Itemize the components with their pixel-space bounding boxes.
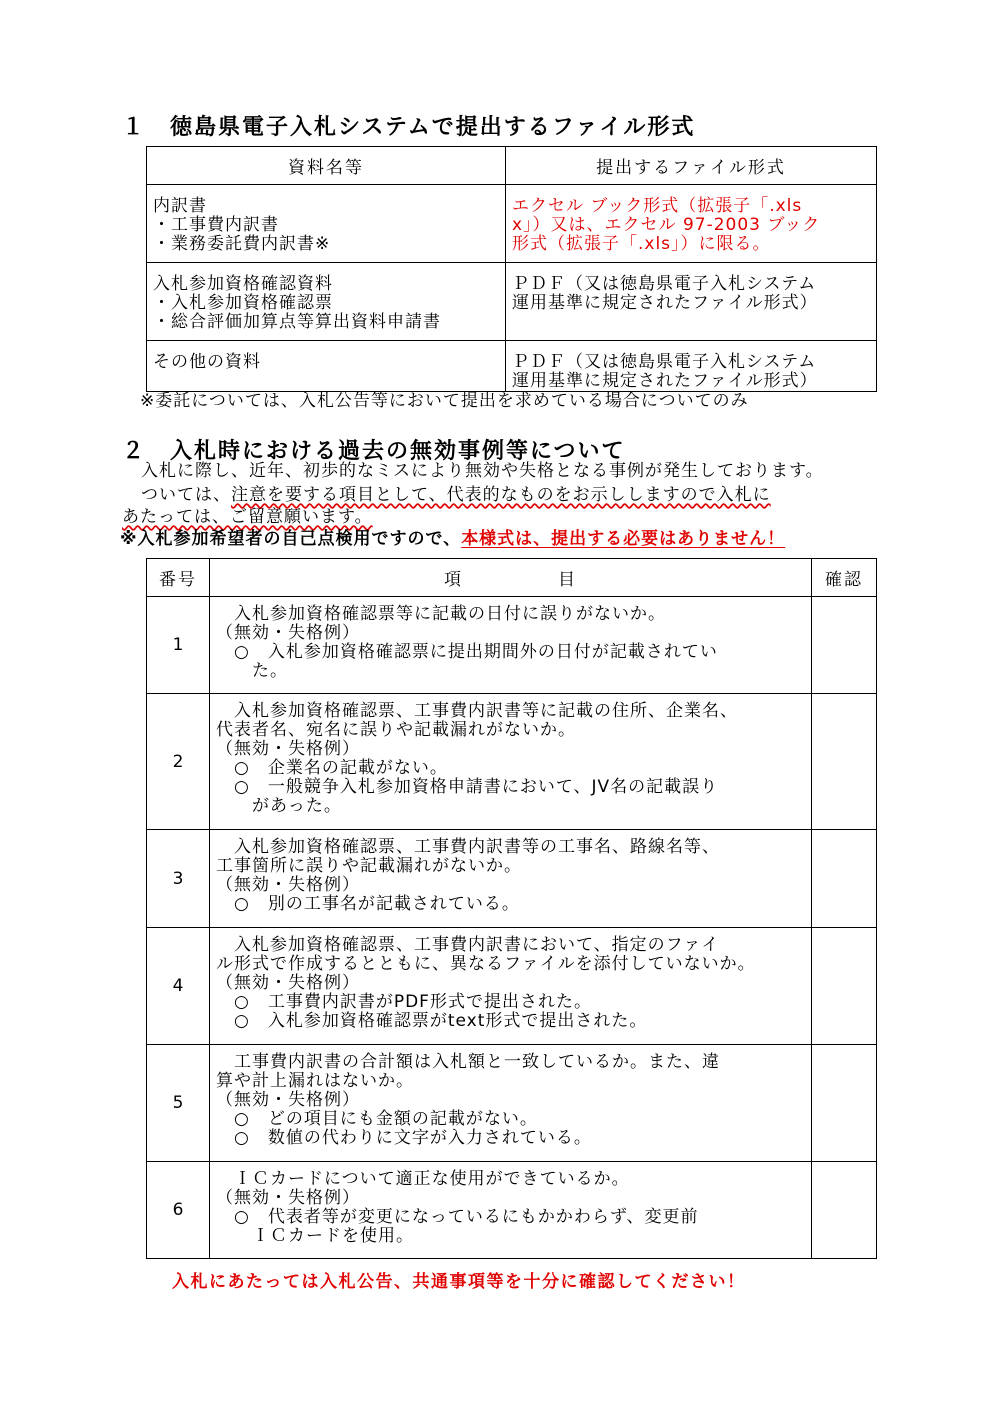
header-check: 確認 [812,559,877,597]
section1-title: １ 徳島県電子入札システムで提出するファイル形式 [122,115,696,140]
item-line: ○ 企業名の記載がない。 [216,758,448,778]
format-cell [506,341,877,392]
check-cell[interactable] [812,694,877,830]
check-cell[interactable] [812,928,877,1045]
table-row [147,928,877,1045]
item-line: ル形式で作成するとともに、異なるファイルを添付していないか。 [216,954,756,974]
table-row [147,830,877,928]
item-line: 工事箇所に誤りや記載漏れがないか。 [216,856,522,876]
check-cell[interactable] [812,1045,877,1162]
section2-title: ２ 入札時における過去の無効事例等について [122,439,626,464]
doc-cell [147,263,506,341]
check-cell[interactable] [812,597,877,694]
doc-line: 入札参加資格確認資料 [153,274,333,294]
doc-line: ・業務委託費内訳書※ [153,234,331,254]
item-line: （無効・失格例） [216,875,360,895]
table-header-row [147,559,877,597]
row-number: 2 [147,694,210,830]
format-line: ＰＤＦ（又は徳島県電子入札システム [512,352,817,372]
item-line: （無効・失格例） [216,1090,360,1110]
doc-line: ・工事費内訳書 [153,215,279,235]
check-cell[interactable] [812,830,877,928]
doc-line: 内訳書 [153,196,207,216]
format-cell [506,185,877,263]
self-check-note-lead: ※入札参加希望者の自己点検用ですので、 [120,529,462,549]
item-line: ＩＣカードについて適正な使用ができているか。 [216,1169,630,1189]
table-header-row [147,147,877,185]
item-line: た。 [216,661,288,681]
row-number: 6 [147,1162,210,1259]
doc-cell [147,185,506,263]
row-number: 3 [147,830,210,928]
item-line: （無効・失格例） [216,739,360,759]
check-cell[interactable] [812,1162,877,1259]
row-item [210,1045,812,1162]
item-line: 入札参加資格確認票、工事費内訳書等の工事名、路線名等、 [216,837,720,857]
doc-line: ・入札参加資格確認票 [153,293,333,313]
item-line: ○ どの項目にも金額の記載がない。 [216,1109,538,1129]
header-document: 資料名等 [147,147,506,185]
row-number: 1 [147,597,210,694]
file-format-table [146,146,877,392]
table-row [147,341,877,392]
item-line: ○ 工事費内訳書がPDF形式で提出された。 [216,992,592,1012]
self-check-note [120,530,785,549]
item-line: （無効・失格例） [216,623,360,643]
item-line: ＩＣカードを使用。 [216,1226,414,1246]
intro-paragraph-3 [122,508,373,527]
format-line: 形式（拡張子「.xls」）に限る。 [512,234,771,254]
item-line: 代表者名、宛名に誤りや記載漏れがないか。 [216,720,576,740]
header-file-format: 提出するファイル形式 [506,147,877,185]
row-item [210,830,812,928]
row-item [210,597,812,694]
format-line: 運用基準に規定されたファイル形式） [512,371,818,391]
format-line: x」）又は、エクセル 97-2003 ブック [512,215,821,235]
item-line: ○ 代表者等が変更になっているにもかかわらず、変更前 [216,1207,699,1227]
item-line: 入札参加資格確認票、工事費内訳書において、指定のファイ [216,935,720,955]
item-line: （無効・失格例） [216,973,360,993]
section1-footnote: ※委託については、入札公告等において提出を求めている場合についてのみ [140,391,749,411]
item-line: 入札参加資格確認票等に記載の日付に誤りがないか。 [216,604,666,624]
intro-3-emphasis: あたっては、ご留意願います。 [122,507,373,527]
item-line: ○ 別の工事名が記載されている。 [216,894,520,914]
header-number: 番号 [147,559,210,597]
format-cell [506,263,877,341]
table-row [147,694,877,830]
row-number: 4 [147,928,210,1045]
table-row [147,185,877,263]
doc-line: その他の資料 [153,352,261,372]
intro-2-lead: ついては、 [141,485,231,505]
row-number: 5 [147,1045,210,1162]
item-line: ○ 入札参加資格確認票に提出期間外の日付が記載されてい [216,642,718,662]
row-item [210,694,812,830]
table-row [147,1162,877,1259]
format-line: 運用基準に規定されたファイル形式） [512,293,818,313]
item-line: ○ 数値の代わりに文字が入力されている。 [216,1128,592,1148]
table-row [147,1045,877,1162]
item-line: ○ 入札参加資格確認票がtext形式で提出された。 [216,1011,648,1031]
intro-2-emphasis: 注意を要する項目として、代表的なものをお示ししますので入札に [231,485,771,505]
item-line: ○ 一般競争入札参加資格申請書において、JV名の記載誤り [216,777,719,797]
format-line: エクセル ブック形式（拡張子「.xls [512,196,803,216]
item-line: 工事費内訳書の合計額は入札額と一致しているか。また、違 [216,1052,720,1072]
item-line: 入札参加資格確認票、工事費内訳書等に記載の住所、企業名、 [216,701,738,721]
table-row [147,263,877,341]
intro-paragraph-1: 入札に際し、近年、初歩的なミスにより無効や失格となる事例が発生しております。 [141,461,824,481]
intro-paragraph-2 [141,486,771,505]
item-line: があった。 [216,796,342,816]
header-item: 項 目 [210,559,812,597]
format-line: ＰＤＦ（又は徳島県電子入札システム [512,274,817,294]
item-line: （無効・失格例） [216,1188,360,1208]
row-item [210,928,812,1045]
table-row [147,597,877,694]
doc-line: ・総合評価加算点等算出資料申請書 [153,312,441,332]
no-submission-required: 本様式は、提出する必要はありません！ [461,529,786,549]
closing-reminder: 入札にあたっては入札公告、共通事項等を十分に確認してください！ [172,1272,746,1292]
doc-cell [147,341,506,392]
row-item [210,1162,812,1259]
invalid-cases-table [146,558,877,1259]
item-line: 算や計上漏れはないか。 [216,1071,414,1091]
